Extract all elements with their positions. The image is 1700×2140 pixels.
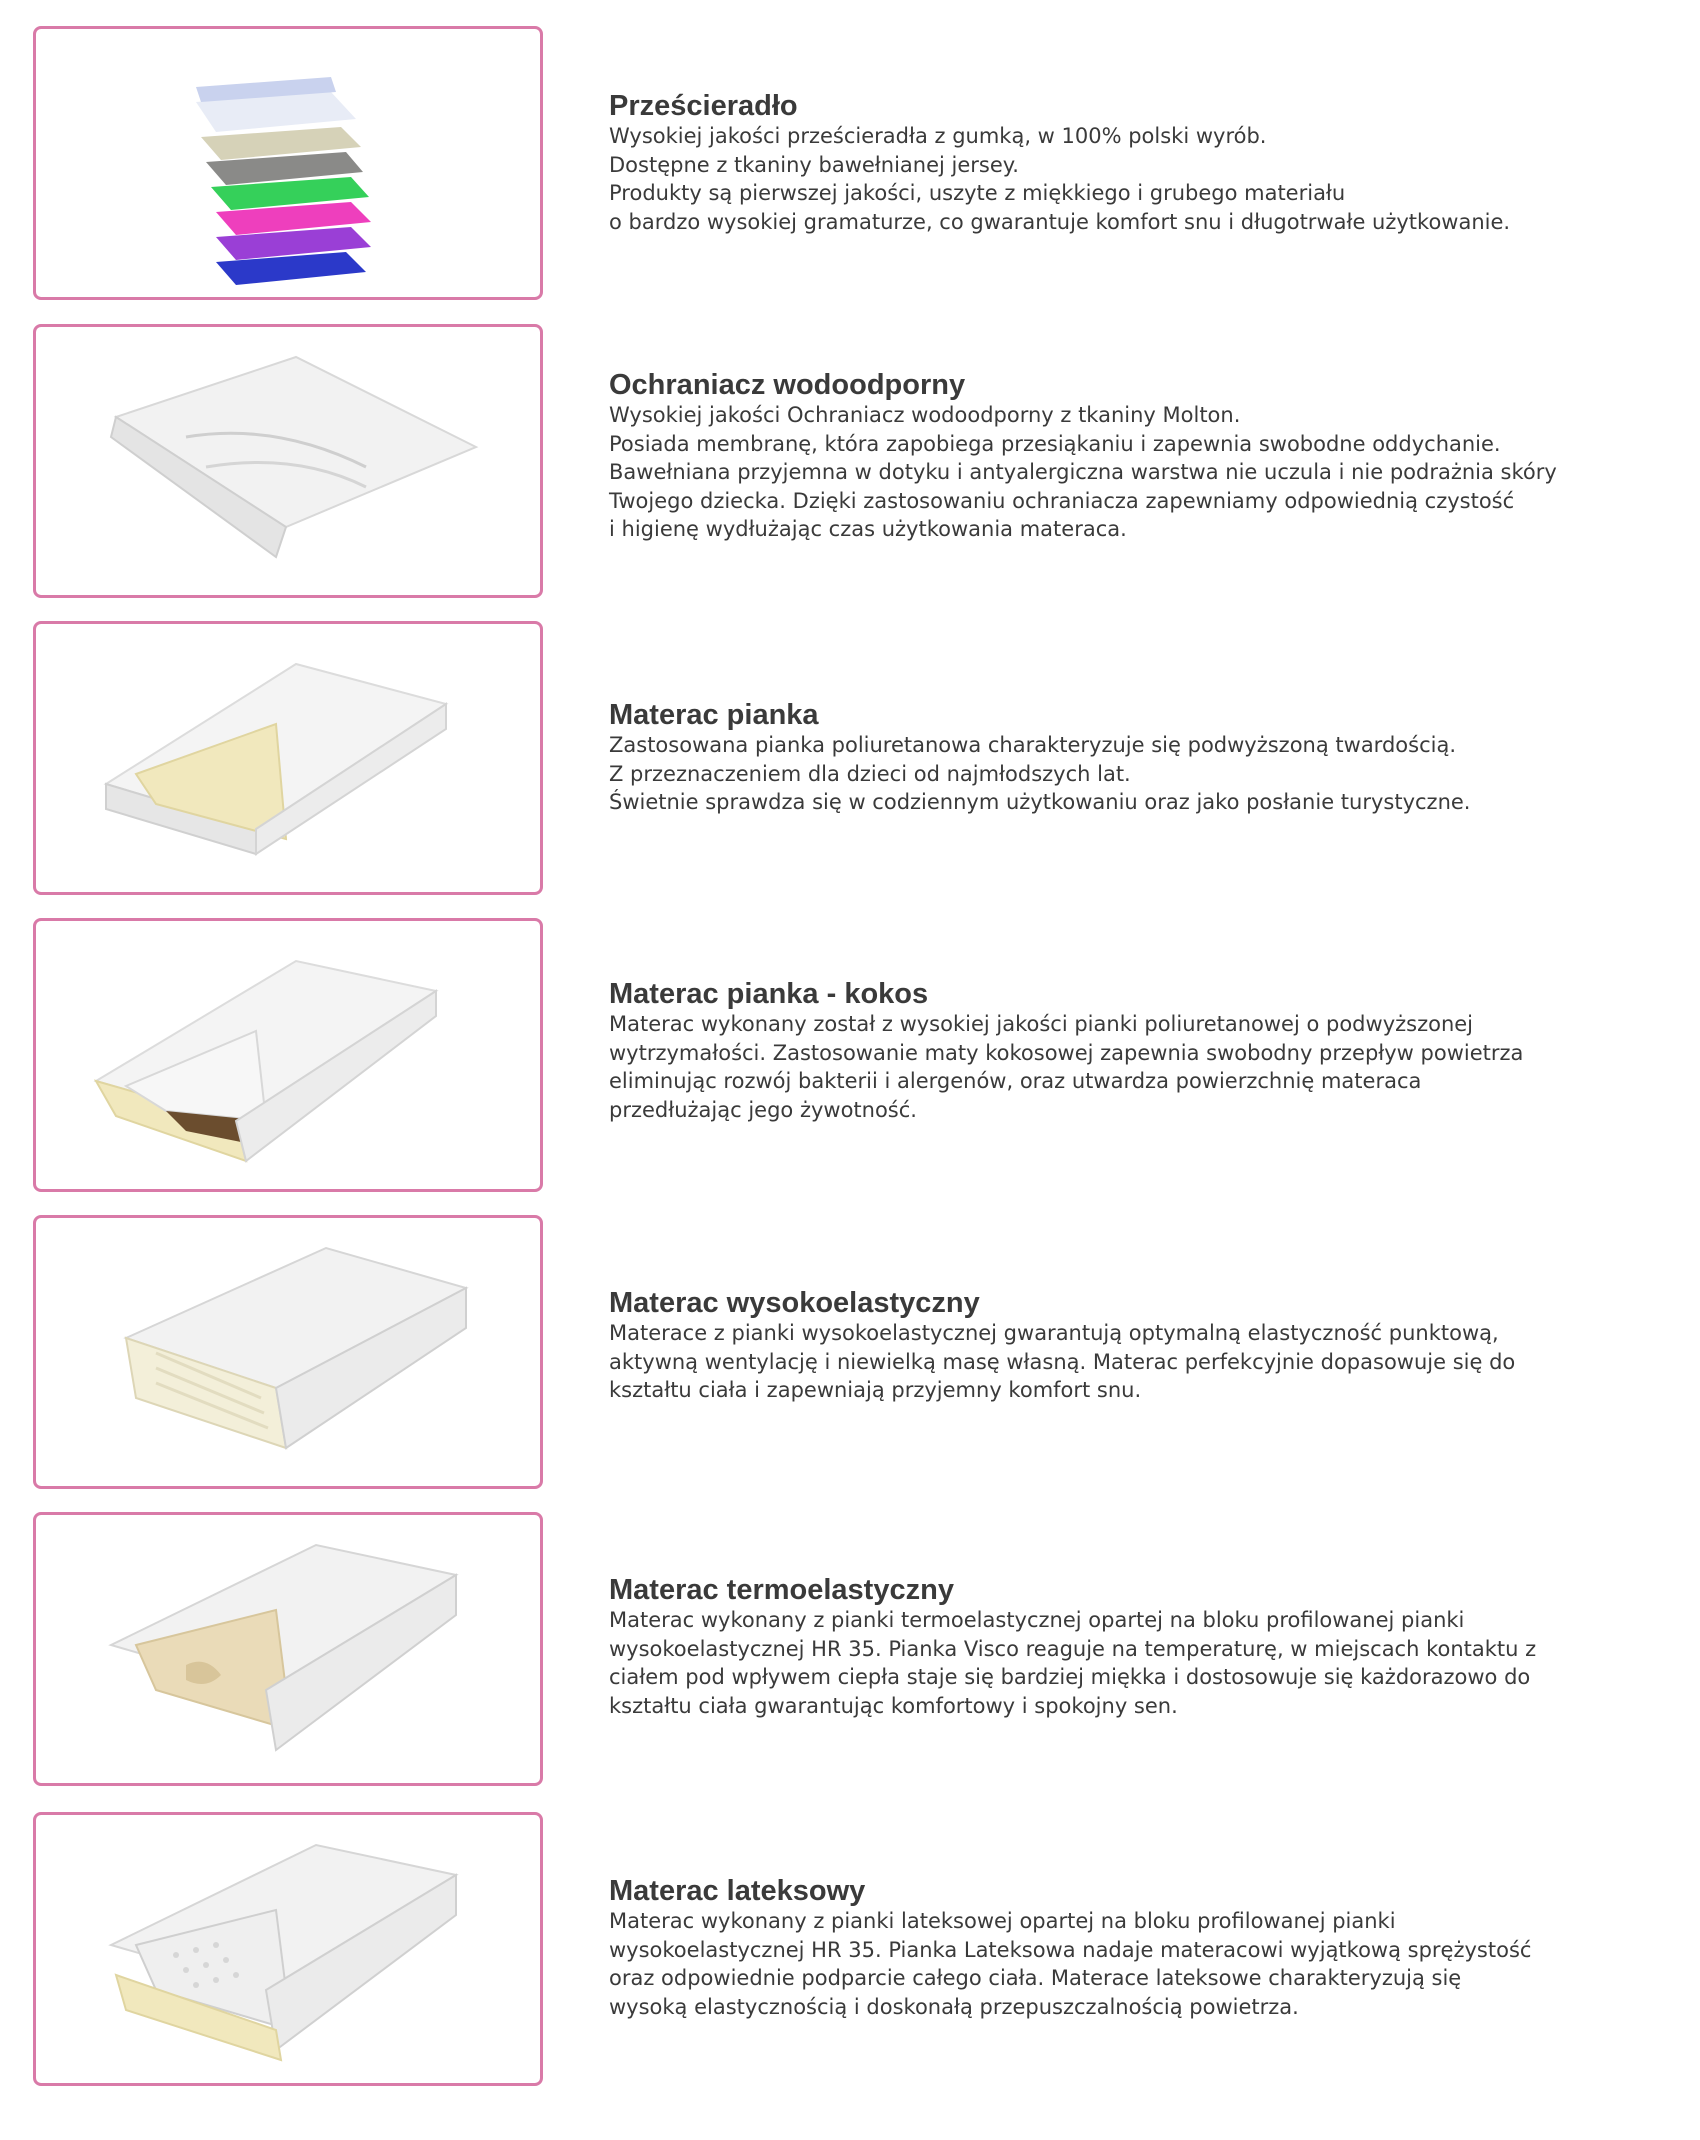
product-title: Materac pianka - kokos — [609, 978, 929, 1010]
product-description: Materac wykonany został z wysokiej jakości pianki poliuretanowej o podwyższonej wytrzymałości. Zastosowanie maty kokosowej zapewnia swobodny przepływ powietrza eliminując rozwój bakterii i alergenów, oraz utwardza powierzchnię materaca przedłużając jego żywotność. — [609, 1012, 1524, 1122]
sheet-image-frame — [33, 26, 543, 300]
product-row-latex — [0, 1812, 1700, 2092]
product-row-thermoelastic — [0, 1512, 1700, 1792]
product-row-high-elastic — [0, 1215, 1700, 1495]
thermoelastic-image-frame — [33, 1512, 543, 1786]
latex-mattress-illustration — [36, 1815, 540, 2083]
foam-mattress-illustration — [36, 624, 540, 892]
product-description: Materace z pianki wysokoelastycznej gwarantują optymalną elastyczność punktową, aktywną wentylację i niewielką masę własną. Materac perfekcyjnie dopasowuje się do kształtu ciała i zapewniają przyjemny komfort snu. — [609, 1321, 1516, 1403]
product-row-foam — [0, 621, 1700, 901]
product-title: Prześcieradło — [609, 90, 798, 122]
product-row-protector — [0, 324, 1700, 604]
foam-coconut-mattress-illustration — [36, 921, 540, 1189]
stack-of-sheets-illustration — [36, 29, 540, 297]
product-title: Materac lateksowy — [609, 1875, 866, 1907]
product-description: Materac wykonany z pianki termoelastycznej opartej na bloku profilowanej pianki wysokoelastycznej HR 35. Pianka Visco reaguje na temperaturę, w miejscach kontaktu z ciałem pod wpływem ciepła staje się bardziej miękka i dostosowuje się każdorazowo do kształtu ciała gwarantując komfortowy i spokojny sen. — [609, 1608, 1537, 1718]
product-description: Zastosowana pianka poliuretanowa charakteryzuje się podwyższoną twardością. Z przeznaczeniem dla dzieci od najmłodszych lat. Świetnie sprawdza się w codziennym użytkowaniu oraz jako posłanie turystyczne. — [609, 733, 1471, 815]
product-description: Wysokiej jakości prześcieradła z gumką, w 100% polski wyrób. Dostępne z tkaniny bawełnianej jersey. Produkty są pierwszej jakości, uszyte z miękkiego i grubego materiału o bardzo wysokiej gramaturze, co gwarantuje komfort snu i długotrwałe użytkowanie. — [609, 124, 1511, 234]
latex-image-frame — [33, 1812, 543, 2086]
product-title: Materac pianka — [609, 699, 819, 731]
product-title: Ochraniacz wodoodporny — [609, 369, 966, 401]
foam-image-frame — [33, 621, 543, 895]
product-row-sheet — [0, 26, 1700, 306]
product-description: Wysokiej jakości Ochraniacz wodoodporny z tkaniny Molton. Posiada membranę, która zapobiega przesiąkaniu i zapewnia swobodne oddychanie. Bawełniana przyjemna w dotyku i antyalergiczna warstwa nie uczula i nie podrażnia skóry Twojego dziecka. Dzięki zastosowaniu ochraniacza zapewniamy odpowiednią czystość i higienę wydłużając czas użytkowania materaca. — [609, 403, 1557, 542]
folded-protector-illustration — [36, 327, 540, 595]
high-elastic-mattress-illustration — [36, 1218, 540, 1486]
thermoelastic-mattress-illustration — [36, 1515, 540, 1783]
product-description: Materac wykonany z pianki lateksowej opartej na bloku profilowanej pianki wysokoelastycznej HR 35. Pianka Lateksowa nadaje materacowi wyjątkową sprężystość oraz odpowiednie podparcie całego ciała. Materace lateksowe charakteryzują się wysoką elastycznością i doskonałą przepuszczalnością powietrza. — [609, 1909, 1532, 2019]
product-row-foam-coconut — [0, 918, 1700, 1198]
high-elastic-image-frame — [33, 1215, 543, 1489]
product-title: Materac wysokoelastyczny — [609, 1287, 980, 1319]
protector-image-frame — [33, 324, 543, 598]
product-title: Materac termoelastyczny — [609, 1574, 954, 1606]
foam-coconut-image-frame — [33, 918, 543, 1192]
